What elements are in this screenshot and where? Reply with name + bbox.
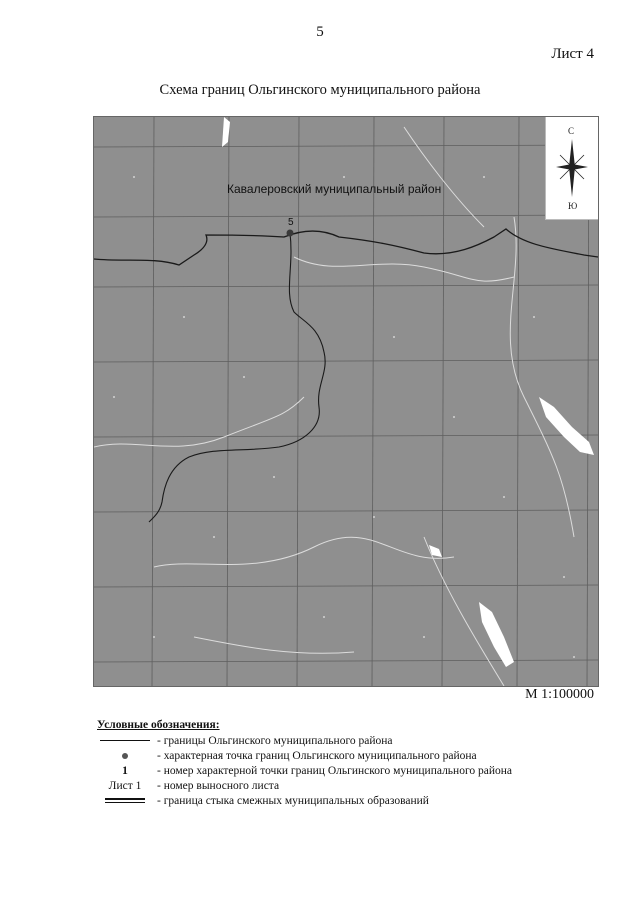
legend-item-sheet bbox=[97, 778, 512, 793]
legend-text: - граница стыка смежных муниципальных образований bbox=[157, 794, 429, 807]
compass-north: С bbox=[568, 126, 575, 136]
point-number-label: 5 bbox=[288, 217, 294, 228]
junction-line-icon bbox=[105, 798, 145, 803]
map-scale: М 1:100000 bbox=[525, 687, 594, 702]
legend-text: - номер характерной точки границ Ольгинского муниципального района bbox=[157, 764, 513, 777]
legend-item-point bbox=[97, 748, 512, 763]
legend-item-junction bbox=[97, 793, 512, 808]
district-boundary bbox=[94, 229, 598, 265]
sheet-label: Лист 4 bbox=[551, 46, 594, 62]
point-dot-icon bbox=[122, 753, 128, 759]
compass-rose-icon bbox=[546, 117, 598, 219]
page-number: 5 bbox=[316, 24, 324, 40]
legend-text: - границы Ольгинского муниципального района bbox=[157, 734, 393, 747]
map-water bbox=[222, 117, 594, 667]
legend-item-point-number bbox=[97, 763, 512, 778]
legend bbox=[97, 719, 512, 808]
compass bbox=[545, 117, 598, 220]
legend-item-boundary bbox=[97, 733, 512, 748]
boundary-line-icon bbox=[100, 740, 150, 741]
map-graphics bbox=[94, 117, 598, 686]
map-rivers bbox=[94, 127, 574, 686]
compass-south: Ю bbox=[568, 201, 578, 211]
boundary-point[interactable] bbox=[287, 230, 294, 237]
legend-text: - характерная точка границ Ольгинского муниципального района bbox=[157, 749, 477, 762]
map-area[interactable] bbox=[93, 116, 599, 687]
legend-text: - номер выносного листа bbox=[157, 779, 280, 792]
map-title: Схема границ Ольгинского муниципального района bbox=[159, 82, 481, 98]
sheet-number-symbol: Лист 1 bbox=[108, 779, 142, 792]
map-grid bbox=[94, 117, 598, 686]
region-label: Кавалеровский муниципальный район bbox=[227, 182, 442, 196]
point-number-symbol: 1 bbox=[122, 764, 128, 777]
legend-title: Условные обозначения: bbox=[97, 719, 220, 731]
